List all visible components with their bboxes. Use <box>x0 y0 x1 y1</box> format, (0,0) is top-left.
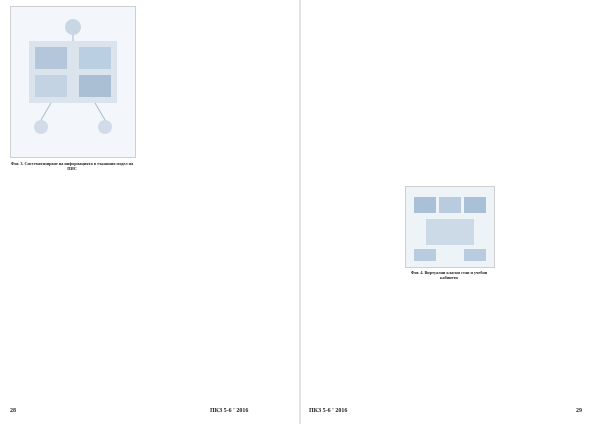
left-column-2 <box>106 176 194 403</box>
right-column-3 <box>501 6 589 403</box>
page-number-left: 28 <box>10 408 16 414</box>
figure-3 <box>10 6 136 158</box>
left-page <box>0 0 299 424</box>
page-number-right: 29 <box>576 408 582 414</box>
figure-3-caption: Фиг. 3. Систематизиране на информацията в тъканния модел на ПИС <box>10 161 134 171</box>
left-footer <box>0 408 299 418</box>
journal-issue-right: ПКЗ 5-6 ' 2016 <box>309 408 348 414</box>
left-column-1 <box>10 176 98 403</box>
right-footer <box>301 408 600 418</box>
right-column-2 <box>405 6 493 180</box>
figure-4-illustration <box>406 187 494 267</box>
figure-4 <box>405 186 495 268</box>
figure-4-caption: Фиг. 4. Виртуални класни стаи и учебни кабинети <box>410 270 488 280</box>
left-column-3 <box>202 6 290 403</box>
right-page <box>301 0 600 424</box>
figure-3-illustration <box>11 7 135 157</box>
journal-issue-left: ПКЗ 5-6 ' 2016 <box>210 408 249 414</box>
right-column-1 <box>309 6 397 403</box>
